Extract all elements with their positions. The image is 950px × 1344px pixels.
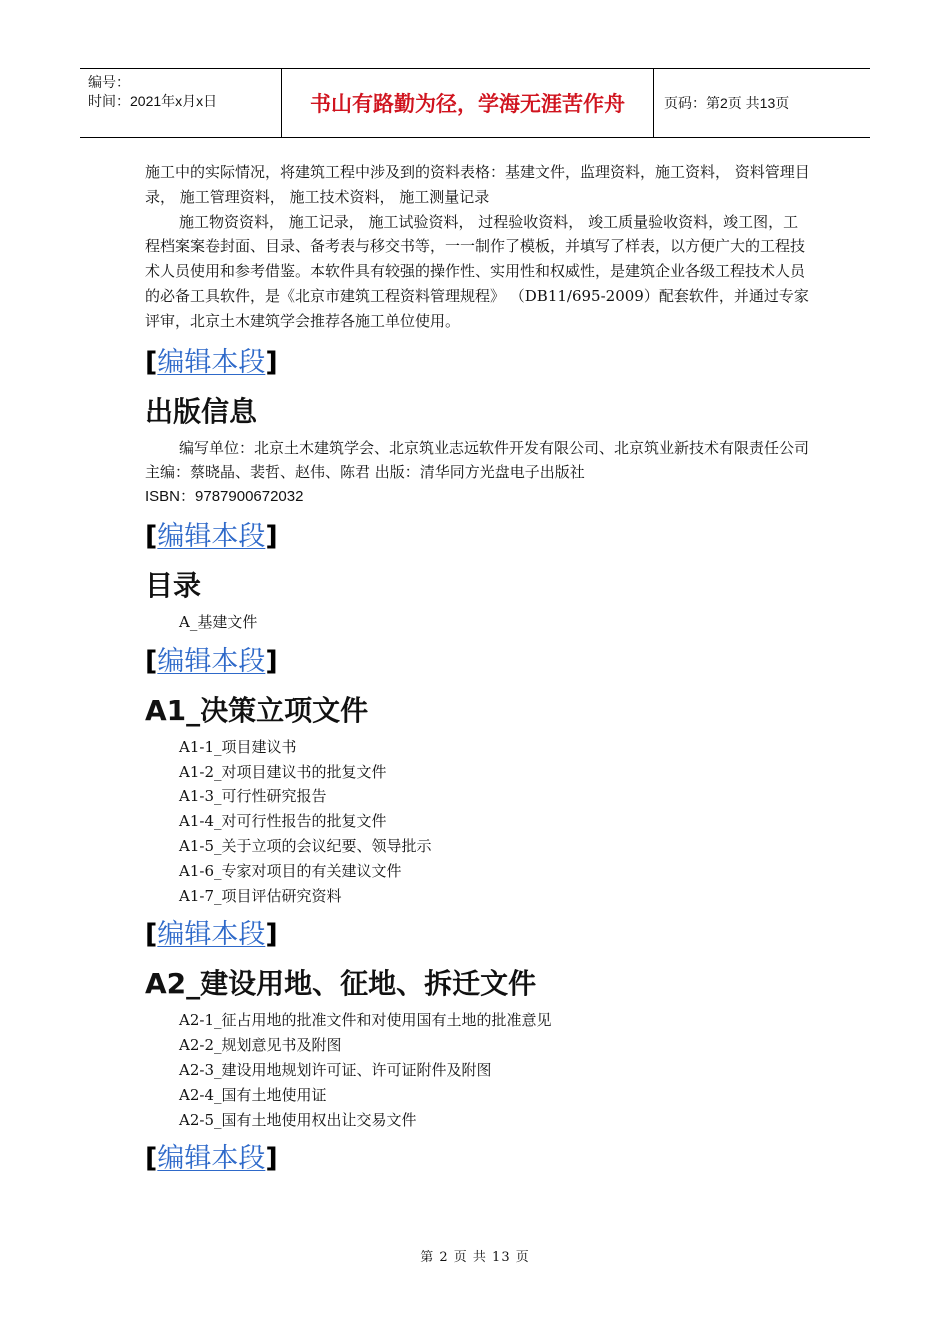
list-item: A2-3_建设用地规划许可证、许可证附件及附图 — [179, 1060, 492, 1079]
document-body — [145, 160, 810, 1178]
publication-paragraph: 编写单位：北京土木建筑学会、北京筑业志远软件开发有限公司、北京筑业新技术有限责任公司 主编：蔡晓晶、裴哲、赵伟、陈君 出版：清华同方光盘电子出版社 — [145, 438, 810, 482]
toc-item: A_基建文件 — [179, 612, 258, 631]
list-item: A1-1_项目建议书 — [179, 737, 297, 756]
list-item: A1-2_对项目建议书的批复文件 — [179, 762, 387, 781]
date-label: 时间：2021年x月x日 — [88, 93, 218, 109]
list-item: A1-7_项目评估研究资料 — [179, 886, 342, 905]
header-motto: 书山有路勤为径，学海无涯苦作舟 — [282, 69, 654, 137]
list-item: A2-4_国有土地使用证 — [179, 1085, 327, 1104]
section-heading-a1: A1_决策立项文件 — [145, 693, 369, 727]
edit-section-link[interactable]: [编辑本段] — [145, 645, 278, 677]
edit-link-text[interactable]: 编辑本段 — [157, 645, 266, 677]
header-meta — [80, 69, 282, 137]
list-item: A2-1_征占用地的批准文件和对使用国有土地的批准意见 — [179, 1011, 552, 1030]
list-item: A1-3_可行性研究报告 — [179, 787, 327, 806]
edit-section-link[interactable]: [编辑本段] — [145, 346, 278, 378]
section-heading-publication: 出版信息 — [145, 394, 258, 428]
isbn-text: ISBN：9787900672032 — [145, 488, 304, 506]
a1-list — [145, 735, 810, 909]
list-item: A2-2_规划意见书及附图 — [179, 1036, 342, 1055]
toc-list — [145, 610, 810, 635]
page-footer: 第 2 页 共 13 页 — [420, 1250, 530, 1265]
edit-link-text[interactable]: 编辑本段 — [157, 520, 266, 552]
list-item: A2-5_国有土地使用权出让交易文件 — [179, 1110, 417, 1129]
edit-section-link[interactable]: [编辑本段] — [145, 1143, 278, 1175]
page-header — [80, 68, 870, 138]
edit-link-text[interactable]: 编辑本段 — [157, 1143, 266, 1175]
list-item: A1-6_专家对项目的有关建议文件 — [179, 861, 402, 880]
header-page-info: 页码：第2页 共13页 — [664, 95, 790, 111]
list-item: A1-4_对可行性报告的批复文件 — [179, 812, 387, 831]
intro-paragraph-2: 施工物资资料， 施工记录， 施工试验资料， 过程验收资料， 竣工质量验收资料，竣工图，工程档案案卷封面、目录、备考表与移交书等，一一制作了模板，并填写了样表，以方便广大的工程技术人员使用和参考借鉴。本软件具有较强的操作性、实用性和权威性，是建筑企业各级工程技术人员的必备工具软件，是《北京市建筑工程资料管理规程》 （DB11/695-2009）配套软件，并通过专家评审，北京土木建筑学会推荐各施工单位使用。 — [145, 212, 809, 330]
edit-section-link[interactable]: [编辑本段] — [145, 919, 278, 951]
section-heading-toc: 目录 — [145, 568, 202, 602]
edit-link-text[interactable]: 编辑本段 — [157, 919, 266, 951]
edit-section-link[interactable]: [编辑本段] — [145, 520, 278, 552]
number-label: 编号： — [88, 74, 130, 90]
a2-list — [145, 1008, 810, 1132]
intro-paragraph-1: 施工中的实际情况，将建筑工程中涉及到的资料表格：基建文件，监理资料，施工资料， 资料管理目录， 施工管理资料， 施工技术资料， 施工测量记录 — [145, 163, 810, 206]
section-heading-a2: A2_建设用地、征地、拆迁文件 — [145, 967, 537, 1001]
edit-link-text[interactable]: 编辑本段 — [157, 346, 266, 378]
list-item: A1-5_关于立项的会议纪要、领导批示 — [179, 836, 432, 855]
